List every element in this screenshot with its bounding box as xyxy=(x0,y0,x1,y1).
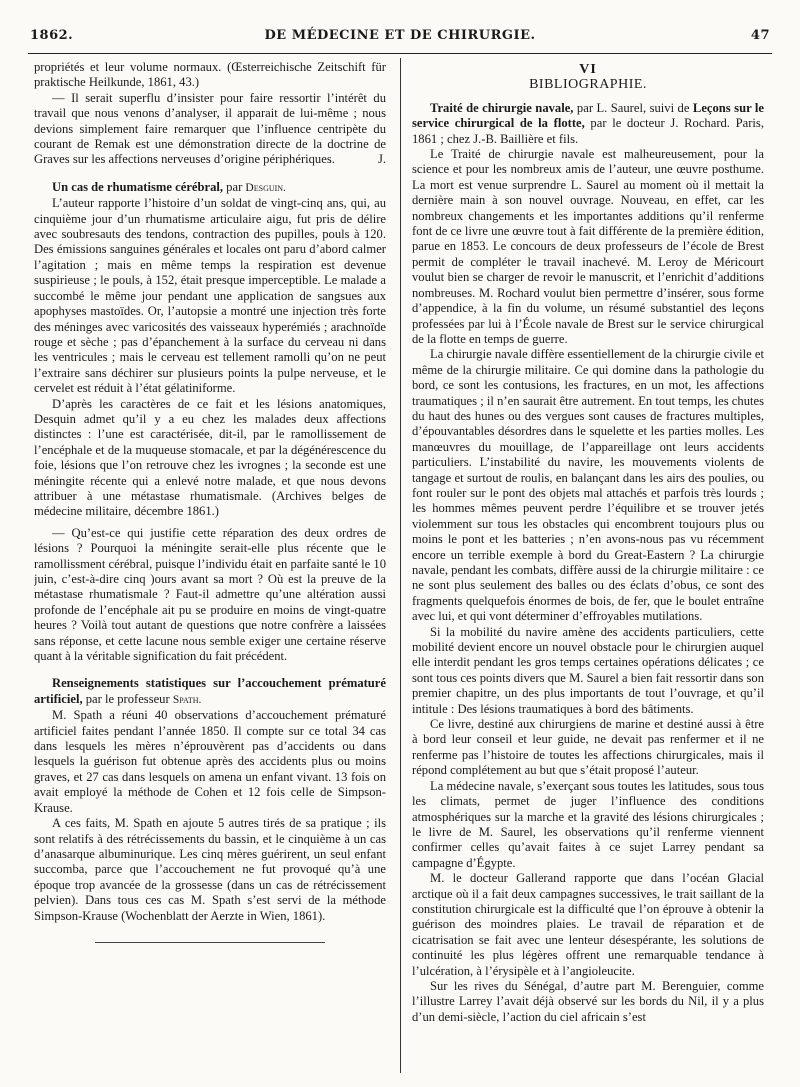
header-year: 1862. xyxy=(30,28,74,43)
author-signature: J. xyxy=(377,152,386,167)
paragraph: M. le docteur Gallerand rapporte que dans l’océan Glacial arctique où il a fait deux campagnes successives, le trait saillant de la constitution chirurgicale est la difficulté que l’on éprouve à obtenir la guérison des moindres plaies. Le travail de réparation et de cicatrisation se fait avec une lenteur désespérante, les solutions de continuité les plus légères offrent une remarquable tendance à l’ulcération, à l’érysipèle et à l’angioleucite. xyxy=(412,871,764,978)
paragraph: A ces faits, M. Spath en ajoute 5 autres tirés de sa pratique ; ils sont relatifs à des rétrécissements du bassin, et le cinquième à un cas d’anasarque albuminurique. Les cinq mères guérirent, un seul enfant succomba, parce que l’accouchement ne fut provoqué qu’à une époque trop avancée de la grossesse (dans un cas de rétrécissement pelvien). Dans tous ces cas M. Spath s’est servi de la méthode Simpson-Krause (Wochenblatt der Aerzte in Wien, 1861). xyxy=(34,816,386,923)
review-by: par L. Saurel, suivi de xyxy=(573,100,693,115)
paragraph: D’après les caractères de ce fait et les lésions anatomiques, Desquin admet qu’il y a eu chez les malades deux affections distinctes : l’une est caractérisée, dit-il, par le ramollissement de l’encéphale et de la muqueuse stomacale, et par la dégénérescence du foie, lésions que l’on retrouve chez les ivrognes ; la seconde est une méningite récente qui a enlevé notre malade, et que nous devons attribuer à une métastase rhumatismale. (Archives belges de médecine militaire, décembre 1861.) xyxy=(34,396,386,519)
article-by: par xyxy=(223,179,246,194)
article-title: Un cas de rhumatisme cérébral, xyxy=(52,179,224,194)
article-title: Renseignements statistiques sur l’accouchement prématuré artificiel, xyxy=(34,676,386,706)
review-title: Traité de chirurgie navale, xyxy=(430,100,574,115)
article-author: Spath. xyxy=(172,693,202,706)
article-author: Desguin. xyxy=(245,181,286,194)
section-title: BIBLIOGRAPHIE. xyxy=(529,77,647,93)
article-heading-statistics xyxy=(34,676,386,708)
section-number: VI xyxy=(579,62,597,77)
paragraph: Sur les rives du Sénégal, d’autre part M. Berenguier, comme l’illustre Larrey l’avait déjà observé sur les bords du Nil, il y a plus d’un demi-siècle, l’action du ciel africain s’est xyxy=(412,978,764,1024)
paragraph: M. Spath a réuni 40 observations d’accouchement prématuré artificiel faites pendant l’année 1850. Il compte sur ce total 34 cas dans lesquels les mères n’éprouvèrent pas d’accidents ou dans lesquels la guérison fut obtenue après des accidents plus ou moins graves, et 27 cas dans lesquels on amena un enfant vivant. 13 fois on avait employé la méthode de Cohen et 12 fois celle de Simpson-Krause. xyxy=(34,708,386,815)
review-title-2: Leçons sur le service chirurgical de la flotte, xyxy=(412,100,764,131)
end-rule xyxy=(95,942,325,943)
article-by: par le professeur xyxy=(82,691,173,706)
paragraph: Ce livre, destiné aux chirurgiens de marine et destiné aussi à être à bord leur conseil et leur guide, ne devait pas renfermer et il ne renferme pas l’histoire de toutes les affections chirurgicales, mais il répond complétement au but que s’était proposé l’auteur. xyxy=(412,717,764,778)
paragraph: Si la mobilité du navire amène des accidents particuliers, cette mobilité devient encore un nouvel obstacle pour le chirurgien auquel elle interdit pendant les gros temps certaines opérations délicates ; ce sont tous ces points divers que M. Saurel a bien fait ressortir dans son premier chapitre, un des plus importants de tout l’ouvrage, et qu’il intitule : Des lésions traumatiques à bord des bâtiments. xyxy=(412,624,764,716)
paragraph-continuation: propriétés et leur volume normaux. (Œsterreichische Zeitschift für praktische Heilkunde, 1861, 43.) xyxy=(34,60,386,90)
article-heading-rheumatism xyxy=(34,180,386,196)
left-column xyxy=(34,60,386,1073)
paragraph: La chirurgie navale diffère essentiellement de la chirurgie civile et même de la chirurgie militaire. Ce qui domine dans la pathologie du bord, ce sont les contusions, les fractures, en un mot, les affections traumatiques ; il n’en saurait être autrement. En tout temps, les chutes du haut des hunes ou des vergues sont causes de fractures multiples, d’épouvantables désordres dans le squelette et les parties molles. Les manœuvres du mouillage, de l’appareillage ont leurs accidents particuliers. L’instabilité du navire, les mouvements violents de tangage et surtout de roulis, en balançant dans les airs des poulies, ou font rouler sur le pont des objets mal attachés et parfois très lourds ; les hommes mêmes peuvent perdre l’équilibre et se trouver jetés violemment sur tous les obstacles qui encombrent toujours plus ou moins le pont et les batteries ; n’en avons-nous pas vu récemment encore un terrible exemple à bord du Great-Eastern ? La chirurgie navale, pendant les combats, diffère aussi de la chirurgie militaire : ce ne sont plus seulement des balles ou des éclats d’obus, ce sont des fragments quelquefois énormes de bois, de fer, que le boulet entraîne avec lui, et qui vont déterminer d’effroyables mutilations. xyxy=(412,347,764,624)
page-number: 47 xyxy=(750,28,770,43)
paragraph: Le Traité de chirurgie navale est malheureusement, pour la science et pour les nombreux amis de l’auteur, une œuvre posthume. La mort est venue surprendre L. Saurel au moment où il mettait la dernière main à son nouvel ouvrage. Nouveau, en effet, car les nombreux changements et les importantes additions qu’il renferme font de ce livre une œuvre tout à fait différente de la première édition, parue en 1853. Le concours de deux professeurs de l’école de Brest permit de compléter le travail inachevé. M. Leroy de Méricourt voulut bien se charger de revoir le manuscrit, et l’enrichit d’additions nombreuses. M. Rochard voulut bien permettre d’insérer, sous forme d’appendice, à la fin du volume, un résumé substantiel des leçons professées par lui à l’École navale de Brest sur le service chirurgical de la flotte en temps de guerre. xyxy=(412,147,764,346)
commentary-text: — Il serait superflu d’insister pour faire ressortir l’intérêt du travail que nous venons d’analyser, il apparait de lui-même ; nous devions simplement faire remarquer que l’influence centripète du courant de Remak est une démonstration directe de la doctrine de Graves sur les affections nerveuses d’origine périphériques. xyxy=(34,90,386,167)
page-header xyxy=(30,28,770,48)
column-divider xyxy=(400,58,401,1073)
paragraph: L’auteur rapporte l’histoire d’un soldat de vingt-cinq ans, qui, au cinquième jour d’un rhumatisme articulaire aigu, fut pris de délire avec soubresauts des tendons, contraction des pupilles, pouls à 120. Des émissions sanguines générales et locales ont paru d’abord calmer l’agitation ; mais en même temps la respiration est devenue suspirieuse ; le pouls, à 152, était presque imperceptible. Le malade a succombé le même jour pendant une application de sangsues aux apophyses mastoïdes. Or, l’autopsie a montré une injection très forte des méninges avec varicosités des vaisseaux hyperémiés ; arachnoïde rouge et sèche ; pas d’épanchement à la surface du cerveau ni dans les ventricules ; mais le cerveau est tellement ramolli qu’on ne peut l’extraire sans déchirer sur plusieurs points la pulpe nerveuse, et le cervelet est réduit à l’état gélatiniforme. xyxy=(34,196,386,396)
running-title: DE MÉDECINE ET DE CHIRURGIE. xyxy=(264,28,536,43)
paragraph-commentary xyxy=(34,91,386,168)
review-publication: par le docteur J. Rochard. Paris, 1861 ; chez J.-B. Baillière et fils. xyxy=(412,116,764,146)
header-rule xyxy=(28,53,772,54)
right-column xyxy=(412,60,764,1073)
review-heading xyxy=(412,101,764,147)
paragraph: — Qu’est-ce qui justifie cette réparation des deux ordres de lésions ? Pourquoi la méningite serait-elle plus récente que le ramollissment cérébral, puisque l’individu était en parfaite santé le 10 juin, c’est-à-dire cinq )ours avant sa mort ? Où est la preuve de la métastase rhumatismale ? Faut-il admettre qu’une altération aussi profonde de l’encéphale ait pu se produire en moins de vingt-quatre heures ? Voilà tout autant de questions que notre confrère a laissées sans réponse, et cette lacune nous semble exiger une certaine réserve quant à la véritable signification du fait précédent. xyxy=(34,525,386,664)
paragraph: La médecine navale, s’exerçant sous toutes les latitudes, sous tous les climats, permet de juger l’influence des conditions atmosphériques sur la marche et la gravité des lésions chirurgicales ; le livre de M. Saurel, les observations qu’il renferme viennent confirmer celles qu’avait faites à ce sujet Larrey pendant sa campagne d’Égypte. xyxy=(412,778,764,870)
